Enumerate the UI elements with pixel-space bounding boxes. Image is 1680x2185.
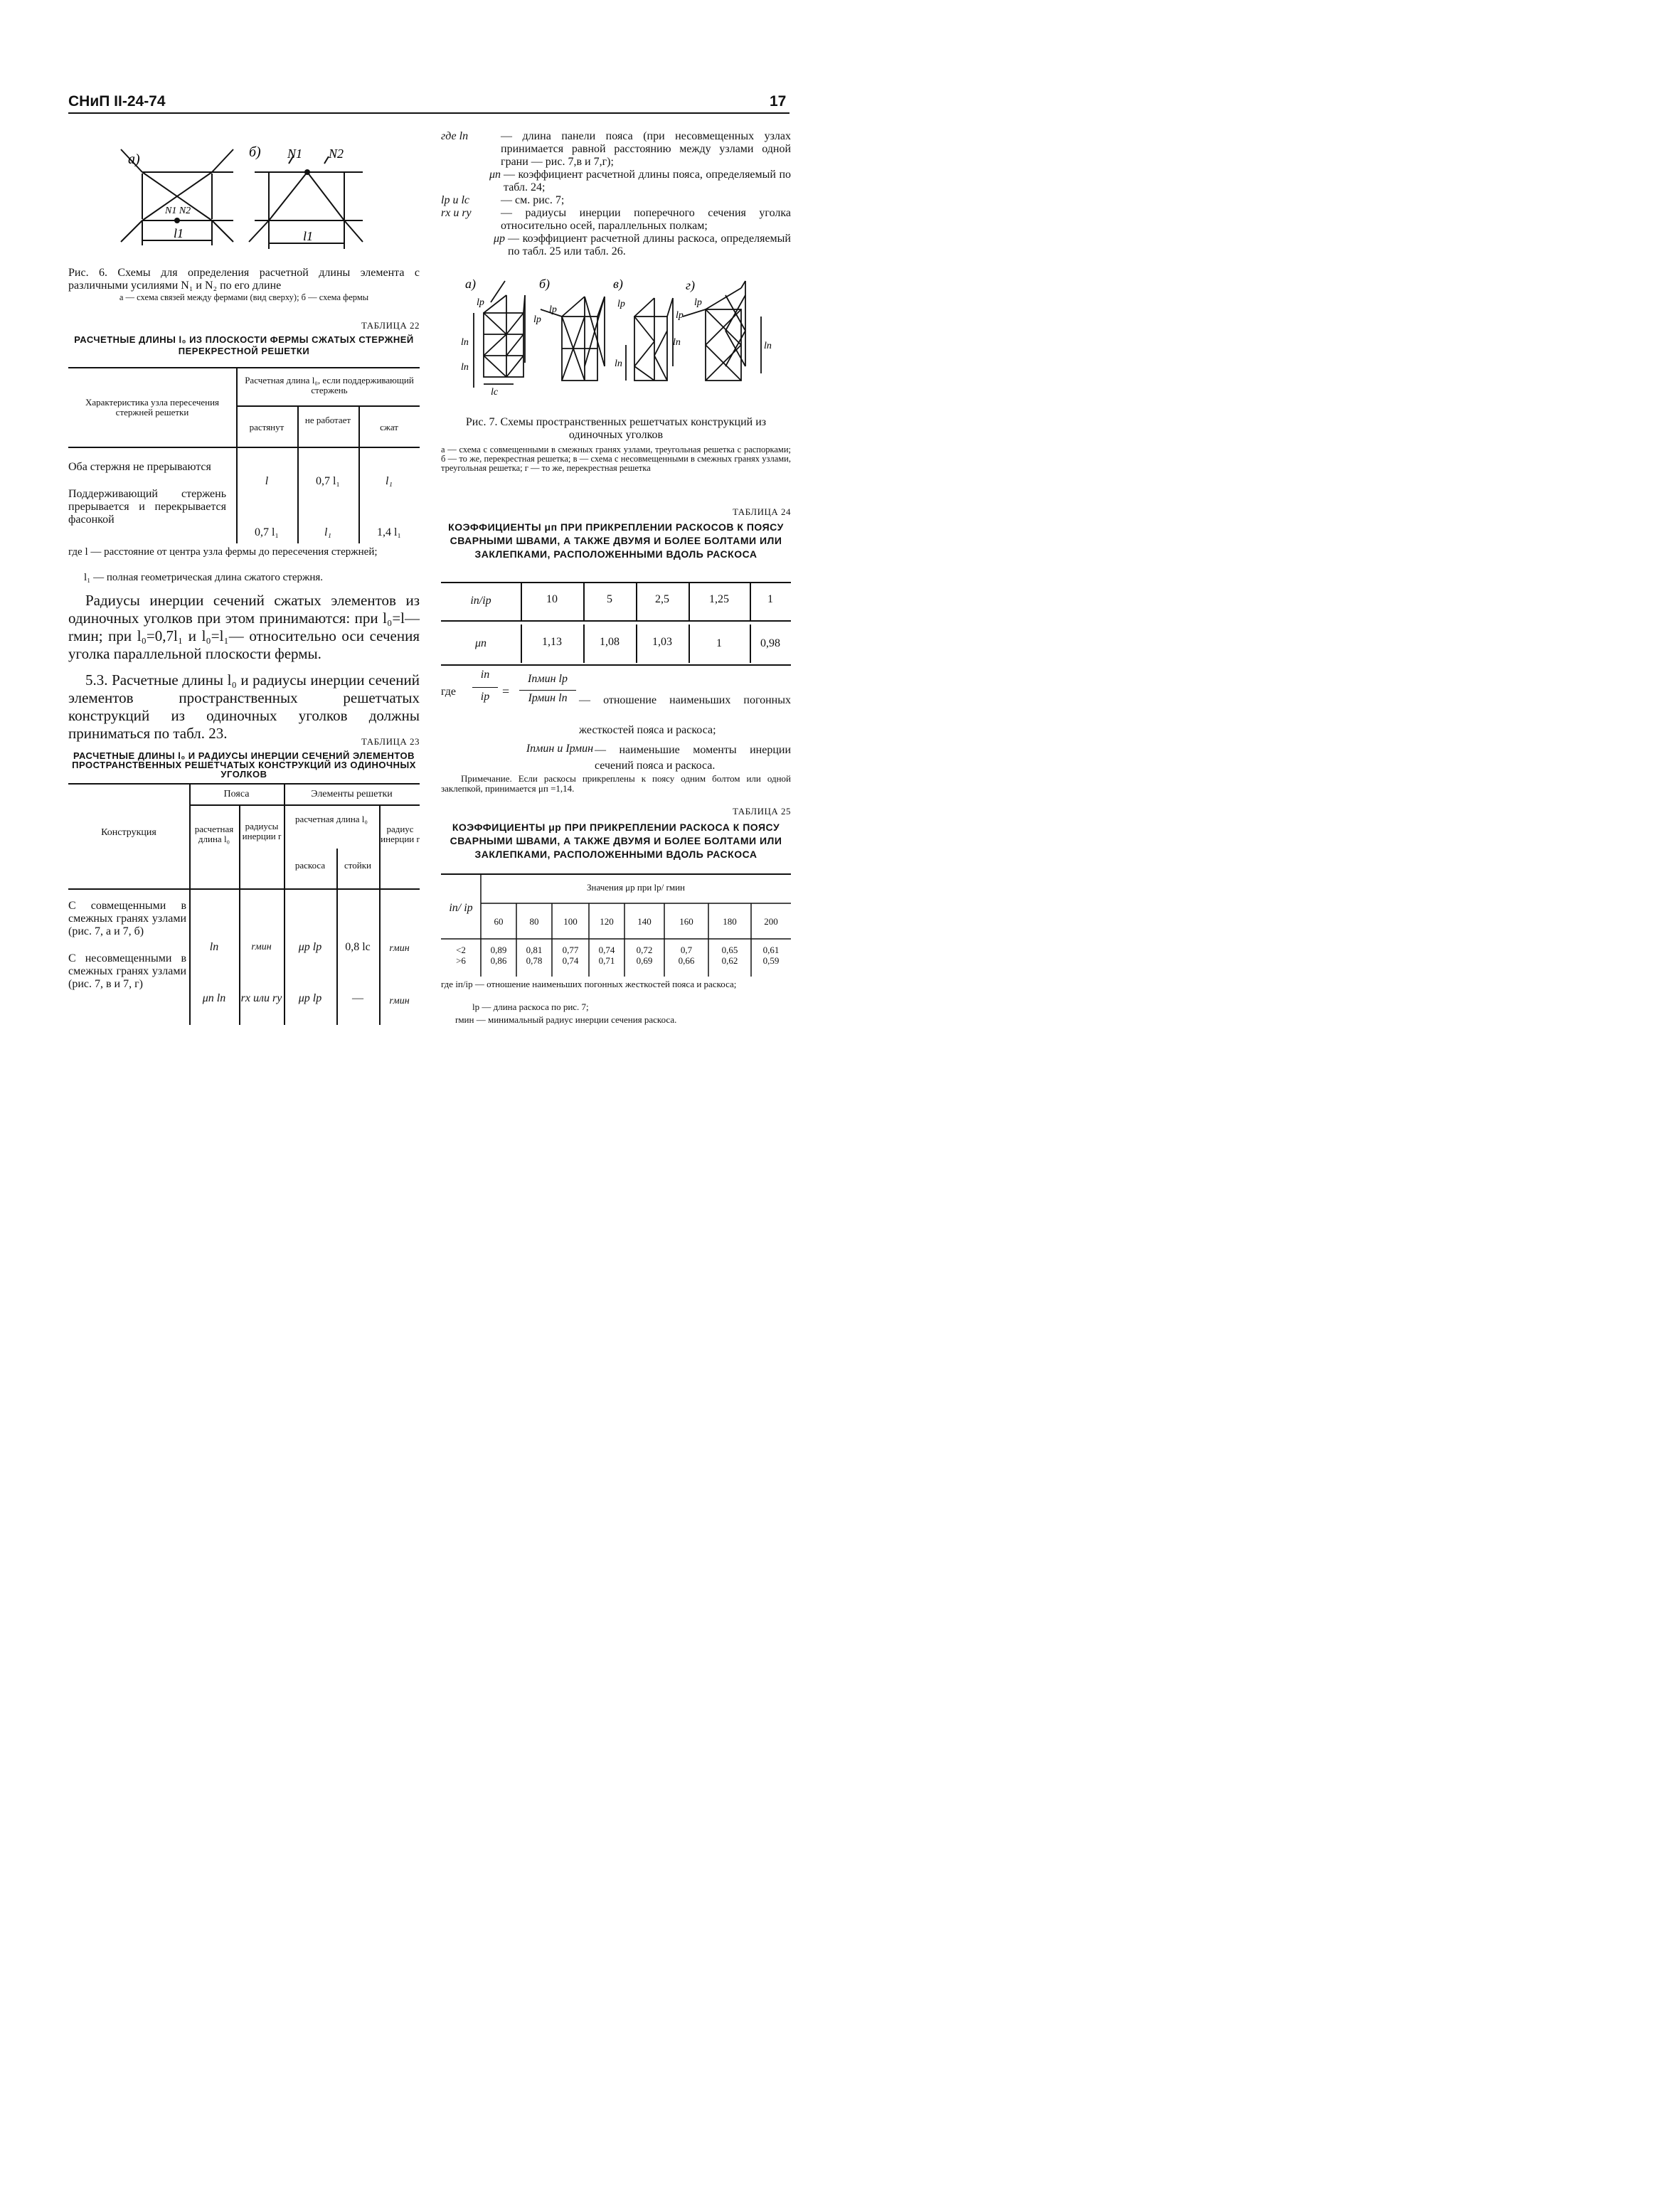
def-term-4: μр xyxy=(493,233,505,245)
t24-equals: = xyxy=(502,684,510,698)
table22-row1-v1: l xyxy=(265,475,269,487)
table25-label: ТАБЛИЦА 25 xyxy=(732,806,791,817)
figure-7 xyxy=(455,274,790,398)
fig6-label-a: а) xyxy=(128,151,140,167)
fig7-ln-v2: lп xyxy=(673,337,681,348)
t25-cell: 0,61 xyxy=(762,945,780,955)
t23-col-belt-len: расчетная длина l₀ xyxy=(194,824,234,844)
t25-row-label: >6 xyxy=(456,955,466,966)
t24-row1-v5: 1 xyxy=(767,593,773,605)
fig7-caption-main: Рис. 7. Схемы пространственных решетчатых конструкций из одиночных уголков xyxy=(465,416,767,441)
right-definitions xyxy=(441,130,791,258)
t23-col-lat-len: расчетная длина l₀ xyxy=(295,814,368,824)
t23-col-belts: Пояса xyxy=(223,789,250,799)
t25-col-120: 120 xyxy=(600,916,614,927)
t25-col-200: 200 xyxy=(764,916,778,927)
t23-row1-label: С совмещенными в смежных гранях узлами (рис. 7, а и 7, б) xyxy=(68,900,186,937)
t23-row2-label: С несовмещенными в смежных гранях узлами (рис. 7, в и 7, г) xyxy=(68,952,186,990)
t25-cell: 0,65 xyxy=(721,945,738,955)
t24-frac-left xyxy=(471,669,499,703)
t25-note3: rмин — минимальный радиус инерции сечения раскоса. xyxy=(455,1014,677,1025)
fig6-l1-b: l1 xyxy=(303,229,314,243)
t25-cell: 0,62 xyxy=(721,955,738,966)
figure-6 xyxy=(107,142,391,256)
t23-h1 xyxy=(189,804,420,806)
def-text-4: — коэффициент расчетной длины раскоса, определяемый по табл. 25 или табл. 26. xyxy=(508,233,791,257)
def-text-0: — длина панели пояса (при несовмещенных узлах принимается равной расстоянию между узлами одной грани — рис. 7,в и 7,г); xyxy=(501,130,791,168)
def-term-2: lр и lс xyxy=(441,194,469,206)
table22-row1-v2: 0,7 l₁ xyxy=(315,475,341,487)
t25-col-140: 140 xyxy=(637,916,652,927)
t24-row1-v4: 1,25 xyxy=(709,593,729,605)
fig7-caption-sub: а — схема с совмещенными в смежных гранях узлами, треугольная решетка с распорками; б — то же, перекрестная решетка; в — схема с несовмещенными в смежных гранях узлами, треугольная решетка; г — то же, перекрестная решетка xyxy=(441,445,791,473)
table22-title: РАСЧЕТНЫЕ ДЛИНЫ l₀ ИЗ ПЛОСКОСТИ ФЕРМЫ СЖАТЫХ СТЕРЖНЕЙ ПЕРЕКРЕСТНОЙ РЕШЕТКИ xyxy=(74,334,414,356)
fig6-n1: N1 xyxy=(287,147,303,161)
def-row-mu-r xyxy=(441,233,791,258)
fig7-ln-v1: lп xyxy=(615,358,622,369)
table24-label: ТАБЛИЦА 24 xyxy=(732,506,791,517)
fig7-ln-a2: lп xyxy=(461,362,469,373)
t23-col-belt-r: радиусы инерции r xyxy=(242,821,282,841)
t25-cell: 0,86 xyxy=(490,955,507,966)
t24-row2-v2: 1,08 xyxy=(600,636,620,648)
t23-row1-v3: μр lр xyxy=(298,941,322,953)
t23-row2-v4: — xyxy=(352,992,363,1004)
def-term-1: μп xyxy=(489,169,501,181)
table22-row2-v2: l₁ xyxy=(324,526,331,538)
t24-row1-v2: 5 xyxy=(607,593,612,605)
fig7-label-b: б) xyxy=(539,277,551,291)
fig7-lc-a: lс xyxy=(491,387,499,398)
paragraph-radii: Радиусы инерции сечений сжатых элементов из одиночных уголков при этом принимаются: при l₀=l—rмин; при l₀=0,7l₁ и l₀=l₁— относительно оси сечения уголка параллельной плоскости фермы. xyxy=(68,592,420,662)
t25-row-head: iп/ iр xyxy=(449,902,473,914)
t24-top xyxy=(441,582,791,583)
fig6-label-b: б) xyxy=(249,144,261,160)
t23-h2 xyxy=(68,888,420,890)
def-text-3: — радиусы инерции поперечного сечения уголка относительно осей, параллельных полкам; xyxy=(501,207,791,232)
fig6-caption-sub: а — схема связей между фермами (вид сверху); б — схема фермы xyxy=(119,292,369,302)
t25-cell: 0,74 xyxy=(562,955,579,966)
fig7-lp-g1: lр xyxy=(676,310,684,321)
t24-row1-v3: 2,5 xyxy=(655,593,669,605)
table22-subrule xyxy=(236,405,420,407)
t24-row2-head: μп xyxy=(474,637,487,649)
table22-row1-v3: l₁ xyxy=(385,475,393,487)
table23-label: ТАБЛИЦА 23 xyxy=(361,736,420,747)
paragraph-5-3: 5.3. Расчетные длины l₀ и радиусы инерции сечений элементов пространственных решетчатых конструкций из одиночных уголков должны приниматься по табл. 23. xyxy=(68,671,420,742)
table22-col-char: Характеристика узла пересечения стержней решетки xyxy=(85,397,220,418)
t25-cell: 0,59 xyxy=(762,955,780,966)
table22-vline2 xyxy=(297,405,299,543)
t24-row1-v1: 10 xyxy=(546,593,558,605)
t23-col-post: стойки xyxy=(344,860,371,871)
t25-row-label: <2 xyxy=(456,945,466,955)
t25-col-160: 160 xyxy=(679,916,693,927)
t23-v1 xyxy=(189,785,191,1025)
fig7-ln-g: lп xyxy=(764,341,772,351)
fig7-lp-v: lр xyxy=(617,299,625,309)
t25-note2: lр — длина раскоса по рис. 7; xyxy=(472,1001,589,1012)
table22-label: ТАБЛИЦА 22 xyxy=(361,320,420,331)
t24-frac-left-den: iр xyxy=(480,691,490,703)
t24-frac-left-bar xyxy=(472,687,498,688)
table22-row2-label: Поддерживающий стержень прерывается и перекрывается фасонкой xyxy=(68,488,226,526)
t24-row2-v3: 1,03 xyxy=(652,636,672,648)
t23-col-construction: Конструкция xyxy=(101,827,156,838)
fig6-caption xyxy=(68,267,420,292)
table25 xyxy=(441,873,791,977)
fig7-lp-g2: lр xyxy=(694,297,702,308)
t24-note: Примечание. Если раскосы прикреплены к поясу одним болтом или одной заклепкой, принимается μп =1,14. xyxy=(441,773,791,794)
t24-def2-term: Iпмин и Iрмин xyxy=(526,743,593,755)
t24-def1: — отношение наименьших погонных жесткостей пояса и раскоса; xyxy=(579,694,791,736)
fig7-lp-b1: lр xyxy=(533,314,541,325)
def-row-mu-p xyxy=(441,169,791,194)
table24 xyxy=(441,582,791,667)
table22-col-group: Расчетная длина l₀, если поддерживающий стержень xyxy=(245,375,414,395)
fig7-label-v: в) xyxy=(613,277,623,291)
table22-row2-v1: 0,7 l₁ xyxy=(254,526,280,538)
def-row-rx-ry xyxy=(441,207,791,233)
t24-row2-v4: 1 xyxy=(716,637,722,649)
table22-note1: где l — расстояние от центра узла фермы до пересечения стержней; xyxy=(68,546,378,558)
fig7-label-a: а) xyxy=(465,277,476,291)
def-term-3: rx и ry xyxy=(441,207,472,219)
table24-title: КОЭФФИЦИЕНТЫ μп ПРИ ПРИКРЕПЛЕНИИ РАСКОСОВ К ПОЯСУ СВАРНЫМИ ШВАМИ, А ТАКЖЕ ДВУМЯ И БОЛЕЕ БОЛТАМИ ИЛИ ЗАКЛЕПКАМИ, РАСПОЛОЖЕННЫМИ ВДОЛЬ РАСКОСА xyxy=(448,521,784,560)
fig6-n2: N2 xyxy=(329,147,344,161)
fig6-l1-a: l1 xyxy=(174,226,184,240)
fig7-label-g: г) xyxy=(686,278,696,292)
t23-col-lat-r: радиус инерции r xyxy=(381,824,420,844)
t25-col-60: 60 xyxy=(494,916,504,927)
t23-row1-v1: lп xyxy=(209,941,219,953)
def-row-lr-lc xyxy=(441,194,791,207)
t25-cell: 0,74 xyxy=(598,945,615,955)
t25-cell: 0,71 xyxy=(598,955,615,966)
t25-cell: 0,89 xyxy=(490,945,507,955)
t24-frac-right-den: Iрмин lп xyxy=(528,692,568,704)
t25-col-180: 180 xyxy=(723,916,737,927)
t25-cell: 0,81 xyxy=(526,945,543,955)
table22-col-compressed: сжат xyxy=(380,422,398,432)
t25-cell: 0,78 xyxy=(526,955,543,966)
t25-cell: 0,72 xyxy=(636,945,653,955)
t25-col-100: 100 xyxy=(563,916,578,927)
table22-vline xyxy=(236,368,238,543)
table22-note2: l₁ — полная геометрическая длина сжатого стержня. xyxy=(84,572,324,583)
t25-cell: 0,77 xyxy=(562,945,579,955)
t23-row2-v3: μр lр xyxy=(298,992,322,1004)
running-header-title: СНиП II-24-74 xyxy=(68,93,166,110)
table25-title: КОЭФФИЦИЕНТЫ μр ПРИ ПРИКРЕПЛЕНИИ РАСКОСА К ПОЯСУ СВАРНЫМИ ШВАМИ, А ТАКЖЕ ДВУМЯ И БОЛЕЕ БОЛТАМИ ИЛИ ЗАКЛЕПКАМИ, РАСПОЛОЖЕННЫМИ ВДОЛЬ РАСКОСА xyxy=(450,822,782,860)
t23-col-brace: раскоса xyxy=(294,860,326,871)
t25-cell: 0,66 xyxy=(678,955,695,966)
t23-row1-v2: rмин xyxy=(251,942,272,952)
t24-row2-v5: 0,98 xyxy=(760,637,780,649)
t24-row1-head: iп/iр xyxy=(470,595,491,607)
t24-where: где xyxy=(441,686,457,698)
table23 xyxy=(68,785,420,1026)
table22-header-rule xyxy=(68,447,420,448)
page-number: 17 xyxy=(770,93,787,110)
t24-frac-right xyxy=(518,673,578,705)
t25-cell: 0,69 xyxy=(636,955,653,966)
fig6-caption-main: Рис. 6. Схемы для определения расчетной длины элемента с различными усилиями N₁ и N₂ по его длине xyxy=(68,267,420,292)
table22-col-stretched: растянут xyxy=(249,422,285,432)
t24-frac-left-num: iп xyxy=(480,669,490,681)
table22-row2-v3: 1,4 l₁ xyxy=(376,526,402,538)
t24-bot xyxy=(441,664,791,666)
t25-note1: где iп/iр — отношение наименьших погонных жесткостей пояса и раскоса; xyxy=(441,979,737,989)
header-rule xyxy=(68,112,790,114)
t25-col-80: 80 xyxy=(529,916,539,927)
def-text-1: — коэффициент расчетной длины пояса, определяемый по табл. 24; xyxy=(504,169,791,193)
t25-group-head: Значения μр при lр/ rмин xyxy=(587,882,685,893)
fig7-lp-b2: lр xyxy=(549,304,557,315)
def-term-0: где lп xyxy=(441,130,469,142)
t24-frac-right-bar xyxy=(519,690,576,691)
table22-col-idle: не работает xyxy=(304,415,351,425)
t23-row2-v5: rмин xyxy=(389,996,410,1006)
fig6-n1n2: N1 N2 xyxy=(165,206,191,216)
t23-row1-v5: rмин xyxy=(389,943,410,954)
def-row-lp xyxy=(441,130,791,169)
t24-row2-v1: 1,13 xyxy=(542,636,562,648)
fig7-ln-a1: lп xyxy=(461,337,469,348)
t25-cell: 0,7 xyxy=(680,945,693,955)
fig7-lp-a: lр xyxy=(477,297,484,308)
t23-row2-v2: rx или ry xyxy=(240,992,282,1004)
t24-def2: — наименьшие моменты инерции сечений пояса и раскоса. xyxy=(595,744,791,772)
t24-frac-right-num: Iпмин lр xyxy=(528,673,568,685)
t23-row2-v1: μп lп xyxy=(202,992,226,1004)
t24-mid xyxy=(441,620,791,622)
table22-row1-label: Оба стержня не прерываются xyxy=(68,461,211,473)
table23-title: РАСЧЕТНЫЕ ДЛИНЫ l₀ И РАДИУСЫ ИНЕРЦИИ СЕЧЕНИЙ ЭЛЕМЕНТОВ ПРОСТРАНСТВЕННЫХ РЕШЕТЧАТЫХ КОНСТРУКЦИЙ ИЗ ОДИНОЧНЫХ УГОЛКОВ xyxy=(72,750,416,780)
t23-row1-v4: 0,8 lс xyxy=(345,941,371,953)
t23-col-lattice: Элементы решетки xyxy=(311,789,393,799)
def-text-2: — см. рис. 7; xyxy=(501,194,565,206)
